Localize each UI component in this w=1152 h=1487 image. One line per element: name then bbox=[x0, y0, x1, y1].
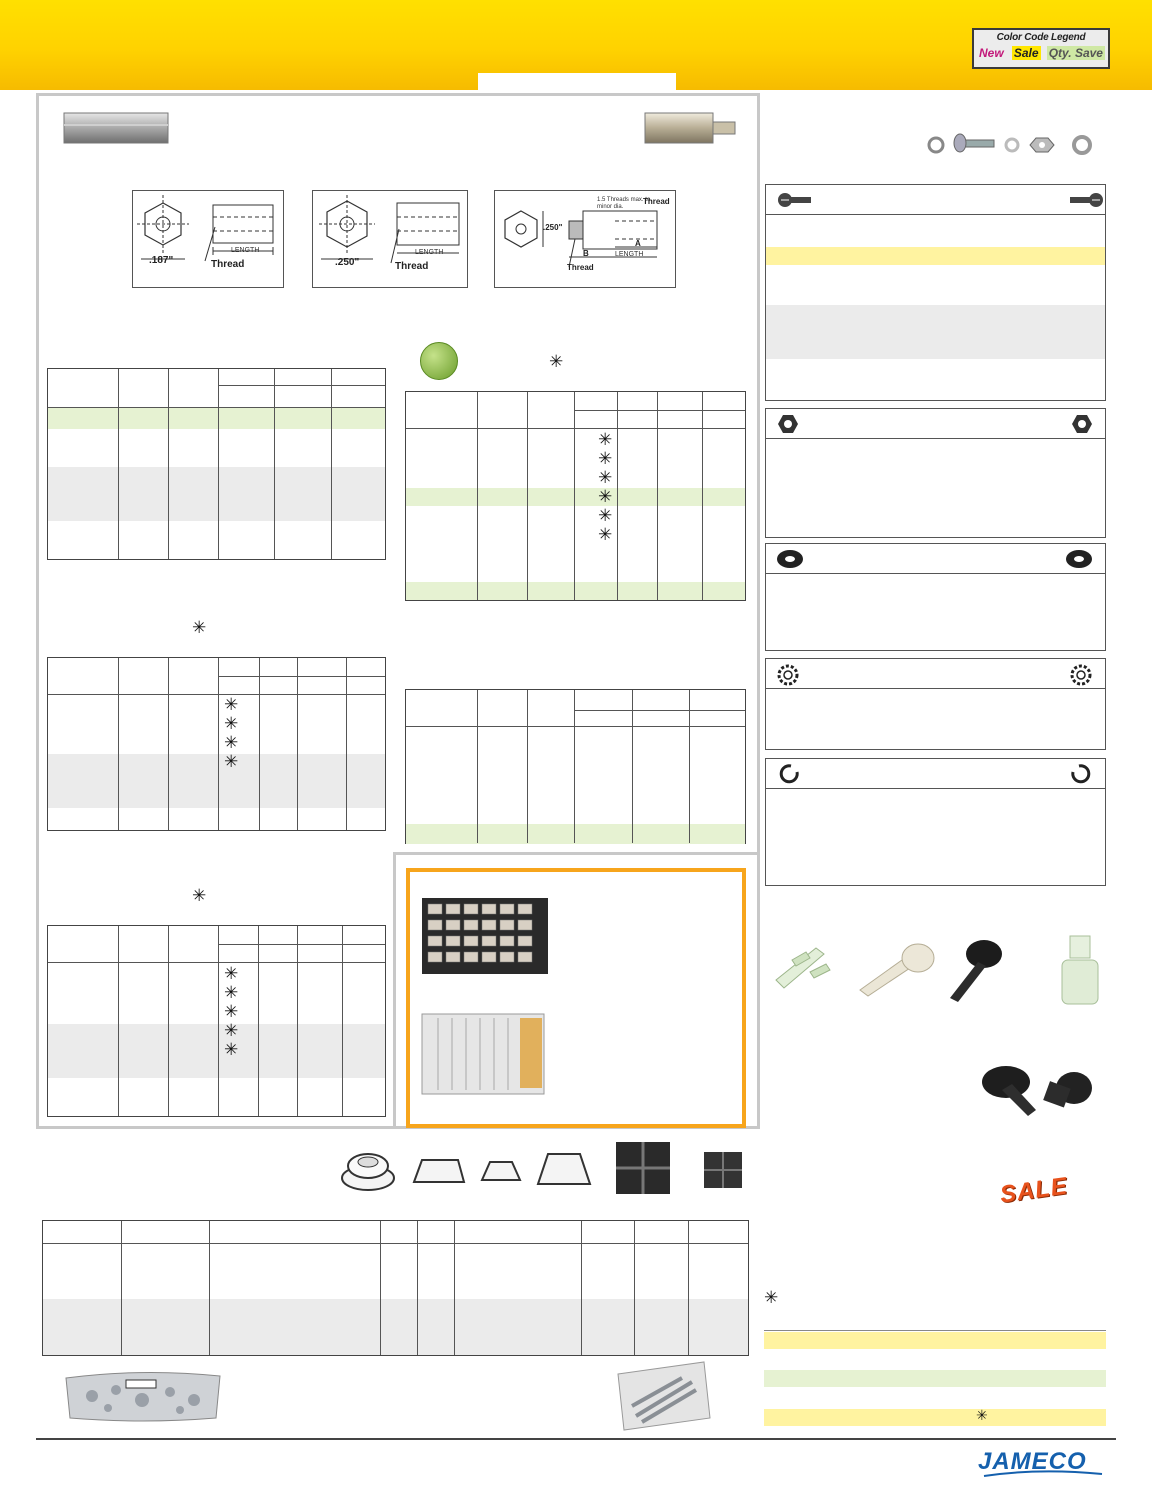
split-lock-washer-table bbox=[765, 758, 1106, 886]
asterisk-marker: ✳ bbox=[224, 1021, 239, 1041]
diagram-thread-187: Thread bbox=[211, 259, 245, 270]
asterisk-marker: ✳ bbox=[598, 506, 613, 526]
hardware-bag-photo bbox=[62, 1368, 224, 1424]
asterisk-marker: ✳ bbox=[224, 1002, 239, 1022]
asterisk-marker: ✳ bbox=[224, 752, 239, 772]
diagram-length-mf: LENGTH bbox=[615, 251, 644, 258]
asterisk-marker: ✳ bbox=[598, 468, 613, 488]
diagram-dim-250: .250" bbox=[335, 257, 360, 268]
diagram-b-mf: B bbox=[583, 249, 589, 258]
diagram-length-250: LENGTH bbox=[415, 249, 444, 256]
asterisk-marker: ✳ bbox=[224, 983, 239, 1003]
black-fastener-photo bbox=[978, 1062, 1098, 1122]
header-tab bbox=[478, 73, 676, 91]
asterisk-marker: ✳ bbox=[224, 733, 239, 753]
star-lock-washer-table bbox=[765, 658, 1106, 750]
star-lock-washer-icon bbox=[777, 664, 799, 686]
hex-spacer-table-3 bbox=[47, 925, 386, 1117]
diagram-a-mf: A bbox=[635, 239, 641, 248]
asterisk-marker: ✳ bbox=[598, 449, 613, 469]
hex-nut-icon bbox=[777, 413, 799, 435]
legend-qty-save: Qty. Save bbox=[1048, 46, 1103, 60]
diagram-dim-mf: .250" bbox=[543, 223, 563, 232]
green-badge bbox=[420, 342, 458, 380]
locking-standoff-photo bbox=[852, 936, 938, 998]
diagram-length-187: LENGTH bbox=[231, 247, 260, 254]
hex-nut-table bbox=[765, 408, 1106, 538]
male-female-spacer-table-2 bbox=[405, 689, 746, 844]
legend-sale: Sale bbox=[1013, 46, 1039, 60]
asterisk-marker: ✳ bbox=[598, 525, 613, 545]
bumper-table bbox=[42, 1220, 749, 1356]
snap-in-standoff-photo bbox=[766, 930, 846, 1002]
diagram-thread-mf-bottom: Thread bbox=[567, 263, 594, 272]
square-bumper-photo bbox=[410, 1154, 468, 1188]
split-lock-washer-icon bbox=[778, 763, 800, 785]
flat-washer-icon bbox=[775, 548, 805, 570]
inner-frame-vertical bbox=[393, 852, 396, 1129]
small-bumper-photo bbox=[478, 1156, 524, 1186]
color-code-legend bbox=[972, 28, 1110, 69]
flat-washer-icon bbox=[1064, 548, 1094, 570]
notice-line bbox=[764, 1330, 1106, 1331]
sale-graphic: SALE bbox=[998, 1172, 1070, 1209]
black-foot-pad-photo bbox=[614, 1140, 672, 1196]
hex-spacer-photo bbox=[62, 110, 172, 146]
screw-icon bbox=[777, 192, 813, 208]
screw-bag-photo bbox=[612, 1360, 712, 1432]
hex-spacer-250-diagram bbox=[312, 190, 468, 288]
split-lock-washer-icon bbox=[1070, 763, 1092, 785]
asterisk-marker: ✳ bbox=[598, 430, 613, 450]
male-female-spacer-diagram bbox=[494, 190, 676, 288]
asterisk-marker: ✳ bbox=[224, 964, 239, 984]
support-post-photo bbox=[1056, 934, 1106, 1008]
small-foot-pad-photo bbox=[702, 1150, 744, 1190]
hardware-assortment-photo bbox=[924, 130, 1104, 156]
hex-spacer-187-diagram bbox=[132, 190, 284, 288]
hex-spacer-table-1 bbox=[47, 368, 386, 560]
hex-nut-icon bbox=[1071, 413, 1093, 435]
clear-organizer-photo bbox=[420, 1010, 558, 1098]
screw-icon bbox=[1068, 192, 1104, 208]
asterisk-marker: ✳ bbox=[192, 886, 207, 906]
footer-rule bbox=[36, 1438, 1116, 1440]
notice-band-green bbox=[764, 1370, 1106, 1387]
diagram-thread-250: Thread bbox=[395, 261, 429, 272]
asterisk-marker: ✳ bbox=[976, 1408, 988, 1424]
hex-spacer-table-2 bbox=[47, 657, 386, 831]
legend-title: Color Code Legend bbox=[996, 32, 1086, 43]
star-lock-washer-icon bbox=[1070, 664, 1092, 686]
logo-text: JAMECO bbox=[978, 1448, 1087, 1475]
legend-new: New bbox=[979, 46, 1004, 60]
notice-band-yellow bbox=[764, 1332, 1106, 1349]
asterisk-marker: ✳ bbox=[192, 618, 207, 638]
flat-washer-table bbox=[765, 543, 1106, 651]
push-rivet-photo bbox=[938, 936, 1008, 1006]
male-female-spacer-table-1 bbox=[405, 391, 746, 601]
drawer-cabinet-photo bbox=[420, 896, 550, 976]
asterisk-marker: ✳ bbox=[224, 1040, 239, 1060]
screw-table bbox=[765, 184, 1106, 401]
notice-band-yellow bbox=[764, 1409, 1106, 1426]
diagram-dim-187: .187" bbox=[149, 255, 174, 266]
diagram-thread-mf-top: Thread bbox=[643, 197, 670, 206]
asterisk-marker: ✳ bbox=[224, 695, 239, 715]
male-female-spacer-photo bbox=[643, 110, 739, 146]
inner-frame-divider bbox=[393, 852, 760, 855]
asterisk-marker: ✳ bbox=[224, 714, 239, 734]
jameco-logo bbox=[978, 1444, 1108, 1480]
diagram-note-mf: 1.5 Threads max. to minor dia. bbox=[597, 197, 651, 210]
asterisk-marker: ✳ bbox=[598, 487, 613, 507]
screw-on-bumper-photo bbox=[338, 1148, 398, 1194]
asterisk-marker: ✳ bbox=[764, 1288, 779, 1308]
asterisk-marker: ✳ bbox=[549, 352, 564, 372]
tall-bumper-photo bbox=[534, 1150, 594, 1190]
